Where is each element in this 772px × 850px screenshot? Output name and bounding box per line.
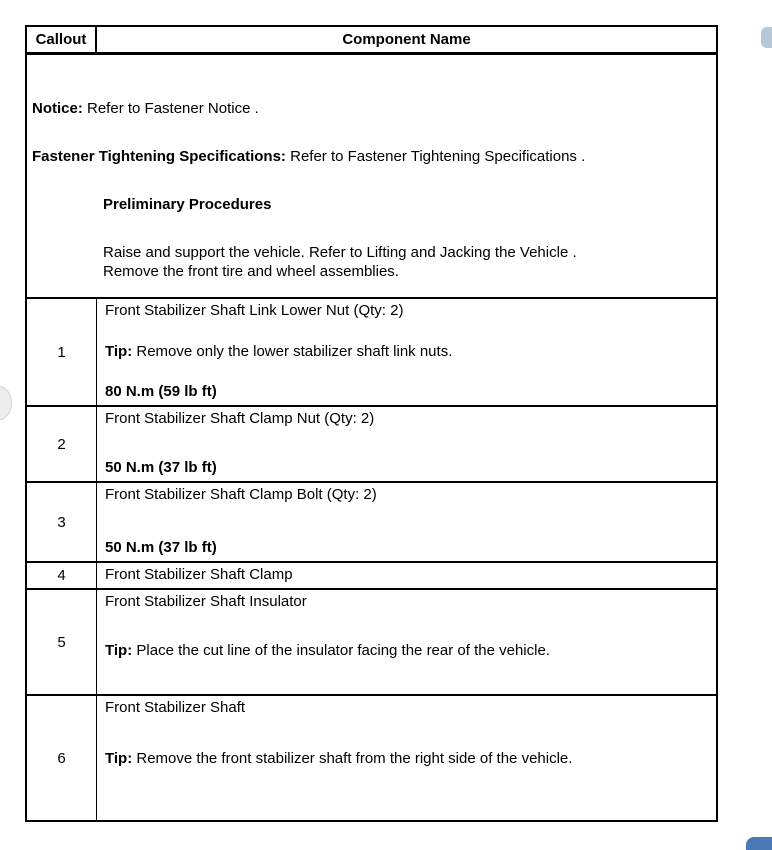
bottom-right-partial-button[interactable] [746,837,772,850]
tip-label: Tip: [105,750,133,767]
callout-number: 2 [27,407,97,481]
component-cell [97,299,716,405]
table-row [27,483,716,563]
component-cell [97,696,716,820]
preliminary-line-2: Remove the front tire and wheel assemblies. [103,263,399,280]
component-table [25,25,718,822]
header-callout: Callout [27,27,97,52]
notice-line [32,99,708,118]
fastener-spec-line [32,147,708,166]
tip-line [105,342,708,361]
component-name: Front Stabilizer Shaft Clamp Nut (Qty: 2) [105,410,375,427]
component-cell [97,407,716,481]
preliminary-procedures-text [103,243,700,281]
callout-number: 4 [27,563,97,588]
callout-number: 1 [27,299,97,405]
tip-label: Tip: [105,342,133,360]
component-name: Front Stabilizer Shaft Insulator [105,593,307,610]
tip-text: Remove only the lower stabilizer shaft link nuts. [132,342,453,360]
component-name: Front Stabilizer Shaft Link Lower Nut (Qty: 2) [105,302,404,319]
component-name: Front Stabilizer Shaft Clamp [105,566,293,583]
preliminary-line-1: Raise and support the vehicle. Refer to Lifting and Jacking the Vehicle . [103,244,577,261]
callout-number: 3 [27,483,97,561]
table-header-row [27,27,716,55]
preliminary-procedures-title: Preliminary Procedures [103,196,272,213]
notice-label: Notice: [32,100,83,117]
tip-text: Remove the front stabilizer shaft from the right side of the vehicle. [132,750,573,767]
tip-label: Tip: [105,642,133,659]
notes-section [27,55,716,299]
torque-spec: 80 N.m (59 lb ft) [105,383,217,400]
table-row [27,590,716,696]
table-row [27,563,716,590]
notice-text: Refer to Fastener Notice . [82,100,259,117]
table-row [27,696,716,820]
tip-text: Place the cut line of the insulator facing the rear of the vehicle. [132,642,550,659]
callout-number: 6 [27,696,97,820]
fastener-spec-label: Fastener Tightening Specifications: [32,148,286,165]
component-cell [97,590,716,694]
torque-spec: 50 N.m (37 lb ft) [105,459,217,476]
fastener-spec-text: Refer to Fastener Tightening Specifications . [285,148,586,165]
component-cell [97,563,716,588]
header-component-name: Component Name [342,31,471,48]
component-name: Front Stabilizer Shaft Clamp Bolt (Qty: 2) [105,486,377,503]
component-name: Front Stabilizer Shaft [105,699,246,716]
tip-line [105,749,708,768]
top-right-partial-element [761,27,772,48]
table-row [27,299,716,407]
left-edge-circle-decoration [0,386,12,420]
table-row [27,407,716,483]
torque-spec: 50 N.m (37 lb ft) [105,539,217,556]
callout-number: 5 [27,590,97,694]
tip-line [105,641,708,660]
preliminary-procedures-block [103,195,700,281]
component-cell [97,483,716,561]
